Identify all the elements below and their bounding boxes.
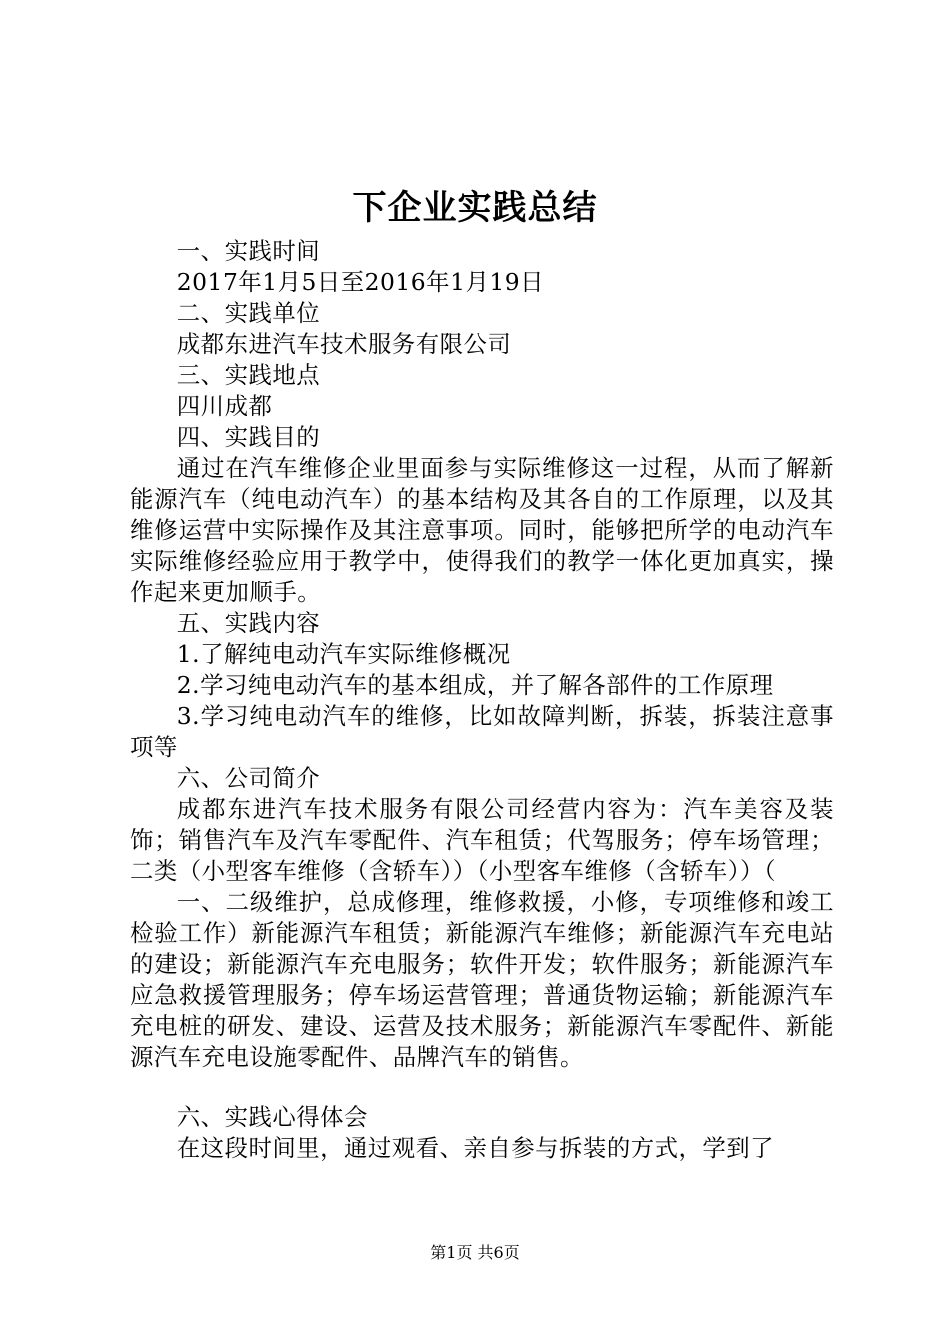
practice-reflection-paragraph: 在这段时间里，通过观看、亲自参与拆装的方式，学到了 — [176, 1134, 775, 1162]
practice-purpose-paragraph: 通过在汽车维修企业里面参与实际维修这一过程，从而了解新能源汽车（纯电动汽车）的基本结构及其各自的工作原理，以及其维修运营中实际操作及其注意事项。同时，能够把所学的电动汽车实际维修经验应用于教学中，使得我们的教学一体化更加真实，操作起来更加顺手。 — [130, 454, 834, 606]
practice-content-item-2: 2.学习纯电动汽车的基本组成，并了解各部件的工作原理 — [176, 671, 774, 699]
company-profile-paragraph-2: 一、二级维护，总成修理，维修救援，小修，专项维修和竣工检验工作）新能源汽车租赁；新能源汽车维修；新能源汽车充电站的建设；新能源汽车充电服务；软件开发；软件服务；新能源汽车应急救援管理服务；停车场运营管理；普通货物运输；新能源汽车充电桩的研发、建设、运营及技术服务；新能源汽车零配件、新能源汽车充电设施零配件、品牌汽车的销售。 — [130, 888, 834, 1071]
heading-practice-location: 三、实践地点 — [176, 361, 321, 389]
heading-practice-content: 五、实践内容 — [176, 609, 321, 637]
heading-practice-time: 一、实践时间 — [176, 237, 321, 265]
company-profile-paragraph-1: 成都东进汽车技术服务有限公司经营内容为：汽车美容及装饰；销售汽车及汽车零配件、汽车租赁；代驾服务；停车场管理；二类（小型客车维修（含轿车））（小型客车维修（含轿车））（ — [130, 795, 834, 885]
heading-company-profile: 六、公司简介 — [176, 764, 321, 792]
document-body — [130, 236, 834, 1164]
practice-time-value: 2017年1月5日至2016年1月19日 — [176, 268, 544, 296]
heading-practice-purpose: 四、实践目的 — [176, 423, 321, 451]
heading-practice-reflection: 六、实践心得体会 — [176, 1103, 368, 1131]
practice-location-value: 四川成都 — [176, 392, 273, 420]
document-title: 下企业实践总结 — [352, 188, 598, 228]
practice-content-item-3: 3.学习纯电动汽车的维修，比如故障判断，拆装，拆装注意事项等 — [130, 702, 834, 761]
heading-practice-unit: 二、实践单位 — [176, 299, 321, 327]
practice-content-item-1: 1.了解纯电动汽车实际维修概况 — [176, 640, 511, 668]
practice-unit-value: 成都东进汽车技术服务有限公司 — [176, 330, 512, 358]
page-number: 第1页 共6页 — [430, 1243, 520, 1262]
